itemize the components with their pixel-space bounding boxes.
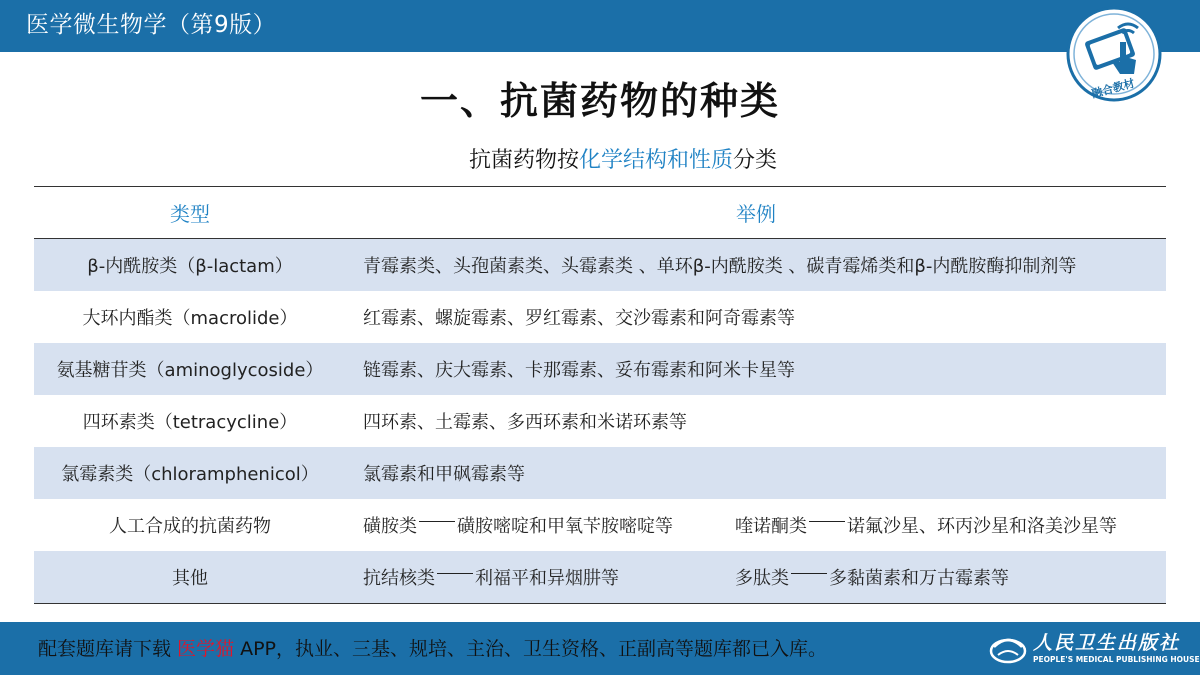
example-part-b <box>735 512 1117 538</box>
example-part-a <box>363 512 735 538</box>
slide-title: 一、抗菌药物的种类 <box>419 79 780 123</box>
subtitle-highlight: 化学结构和性质 <box>578 148 733 173</box>
dash-connector <box>791 573 827 574</box>
table-row <box>34 551 1166 603</box>
promo-prefix: 配套题库请下载 <box>38 638 178 660</box>
table-row <box>34 291 1166 343</box>
slide-subtitle <box>0 143 1200 174</box>
header-type: 类型 <box>170 202 210 226</box>
example-a-label: 抗结核类 <box>363 568 435 589</box>
row-example: 红霉素、螺旋霉素、罗红霉素、交沙霉素和阿奇霉素等 <box>363 308 795 329</box>
publisher-name-en: PEOPLE'S MEDICAL PUBLISHING HOUSE <box>1033 655 1200 664</box>
subtitle-suffix: 分类 <box>733 148 778 173</box>
example-part-b <box>735 564 1009 590</box>
promo-app-link[interactable]: 医学猫 <box>177 638 235 660</box>
row-type: 其他 <box>172 568 208 589</box>
promo-text <box>38 634 827 661</box>
row-type: 氨基糖苷类（aminoglycoside） <box>56 360 324 381</box>
row-example <box>346 564 1166 590</box>
promo-suffix: APP，执业、三基、规培、主治、卫生资格、正副高等题库都已入库。 <box>234 638 828 660</box>
row-example: 四环素、土霉素、多西环素和米诺环素等 <box>363 412 687 433</box>
classification-table <box>34 186 1166 604</box>
publisher-logo-icon <box>988 629 1028 669</box>
example-part-a <box>363 564 735 590</box>
table-row <box>34 447 1166 499</box>
row-example: 青霉素类、头孢菌素类、头霉素类 、单环β-内酰胺类 、碳青霉烯类和β-内酰胺酶抑制剂等 <box>363 256 1077 277</box>
table-row <box>34 239 1166 291</box>
dash-connector <box>437 573 473 574</box>
table-header <box>34 187 1166 239</box>
publisher-name-cn: 人民卫生出版社 <box>1033 632 1181 654</box>
dash-connector <box>419 521 455 522</box>
header-example: 举例 <box>736 202 776 226</box>
example-b-label: 喹诺酮类 <box>735 516 807 537</box>
table-row <box>34 395 1166 447</box>
table-row <box>34 343 1166 395</box>
row-example <box>346 512 1166 538</box>
row-type: 氯霉素类（chloramphenicol） <box>61 464 319 485</box>
row-type: β-内酰胺类（β-lactam） <box>87 256 293 277</box>
example-b-label: 多肽类 <box>735 568 789 589</box>
badge-label: 融合教材 <box>1090 76 1137 101</box>
example-b-text: 多黏菌素和万古霉素等 <box>829 568 1009 589</box>
dash-connector <box>809 521 845 522</box>
row-type: 四环素类（tetracycline） <box>82 412 298 433</box>
example-b-text: 诺氟沙星、环丙沙星和洛美沙星等 <box>847 516 1117 537</box>
example-a-text: 磺胺嘧啶和甲氧苄胺嘧啶等 <box>457 516 673 537</box>
bottom-banner <box>0 622 1200 675</box>
row-type: 人工合成的抗菌药物 <box>109 516 271 537</box>
top-banner <box>0 0 1200 52</box>
book-title: 医学微生物学（第9版） <box>26 12 277 38</box>
example-a-text: 利福平和异烟肼等 <box>475 568 619 589</box>
example-a-label: 磺胺类 <box>363 516 417 537</box>
row-example: 链霉素、庆大霉素、卡那霉素、妥布霉素和阿米卡星等 <box>363 360 795 381</box>
publisher-logo <box>988 626 1200 672</box>
row-example: 氯霉素和甲砜霉素等 <box>363 464 525 485</box>
subtitle-prefix: 抗菌药物按 <box>468 148 579 173</box>
table-row <box>34 499 1166 551</box>
row-type: 大环内酯类（macrolide） <box>82 308 298 329</box>
